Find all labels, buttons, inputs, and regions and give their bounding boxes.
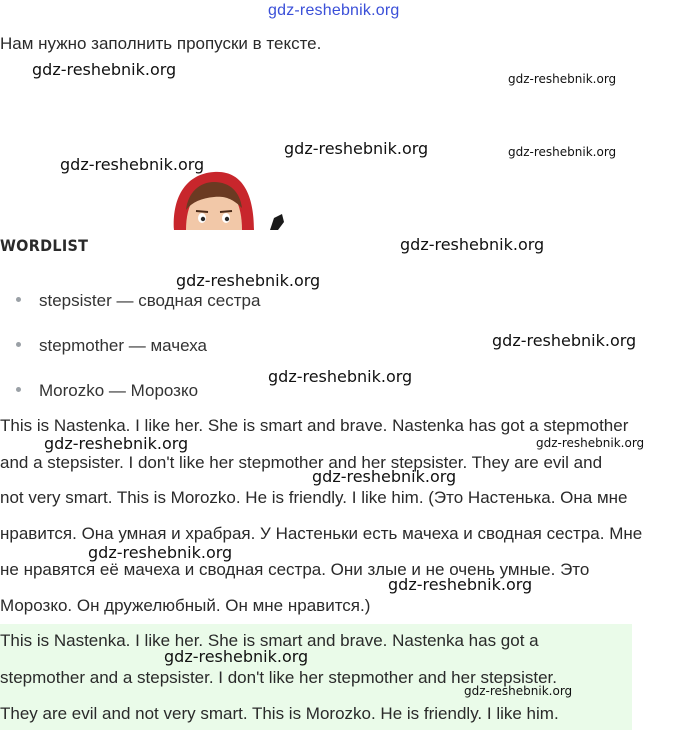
watermark: gdz-reshebnik.org bbox=[284, 139, 429, 158]
watermark: gdz-reshebnik.org bbox=[536, 436, 645, 450]
watermark: gdz-reshebnik.org bbox=[400, 235, 545, 254]
watermark: gdz-reshebnik.org bbox=[464, 684, 573, 698]
watermark: gdz-reshebnik.org bbox=[32, 60, 177, 79]
paragraph-line: Морозко. Он дружелюбный. Он мне нравится.) bbox=[0, 596, 371, 615]
wordlist-item-text: stepmother — мачеха bbox=[39, 336, 207, 355]
paragraph-line: not very smart. This is Morozko. He is friendly. I like him. (Это Настенька. Она мне bbox=[0, 488, 628, 507]
paragraph-line: and a stepsister. I don't like her stepmother and her stepsister. They are evil and bbox=[0, 453, 603, 472]
paragraph-line: This is Nastenka. I like her. She is smart and brave. Nastenka has got a stepmother bbox=[0, 416, 629, 435]
wordlist-title: WORDLIST bbox=[0, 236, 89, 255]
wordlist-item bbox=[16, 381, 198, 401]
girl-illustration bbox=[170, 170, 290, 230]
watermark: gdz-reshebnik.org bbox=[60, 155, 205, 174]
wordlist-item-text: stepsister — сводная сестра bbox=[39, 291, 261, 310]
watermark: gdz-reshebnik.org bbox=[508, 145, 617, 159]
answer-line: They are evil and not very smart. This is Morozko. He is friendly. I like him. bbox=[0, 704, 559, 723]
paragraph-line: не нравятся её мачеха и сводная сестра. Они злые и не очень умные. Это bbox=[0, 560, 590, 579]
watermark: gdz-reshebnik.org bbox=[164, 647, 309, 666]
bullet-icon bbox=[16, 297, 21, 302]
wordlist-item bbox=[16, 291, 260, 311]
watermark: gdz-reshebnik.org bbox=[176, 271, 321, 290]
intro-text: Нам нужно заполнить пропуски в тексте. bbox=[0, 34, 322, 53]
watermark: gdz-reshebnik.org bbox=[268, 367, 413, 386]
wordlist-item bbox=[16, 336, 207, 356]
wordlist-item-text: Morozko — Морозко bbox=[39, 381, 199, 400]
answer-line: stepmother and a stepsister. I don't like her stepmother and her stepsister. bbox=[0, 668, 557, 687]
bullet-icon bbox=[16, 387, 21, 392]
girl-in-red-hood-icon bbox=[170, 170, 290, 230]
watermark: gdz-reshebnik.org bbox=[44, 434, 189, 453]
paragraph-line: нравится. Она умная и храбрая. У Настеньки есть мачеха и сводная сестра. Мне bbox=[0, 524, 643, 543]
top-watermark-link[interactable]: gdz-reshebnik.org bbox=[268, 2, 400, 19]
answer-line: This is Nastenka. I like her. She is smart and brave. Nastenka has got a bbox=[0, 631, 539, 650]
bullet-icon bbox=[16, 342, 21, 347]
watermark: gdz-reshebnik.org bbox=[388, 575, 533, 594]
watermark: gdz-reshebnik.org bbox=[88, 543, 233, 562]
watermark: gdz-reshebnik.org bbox=[508, 72, 617, 86]
watermark: gdz-reshebnik.org bbox=[312, 467, 457, 486]
watermark: gdz-reshebnik.org bbox=[492, 331, 637, 350]
